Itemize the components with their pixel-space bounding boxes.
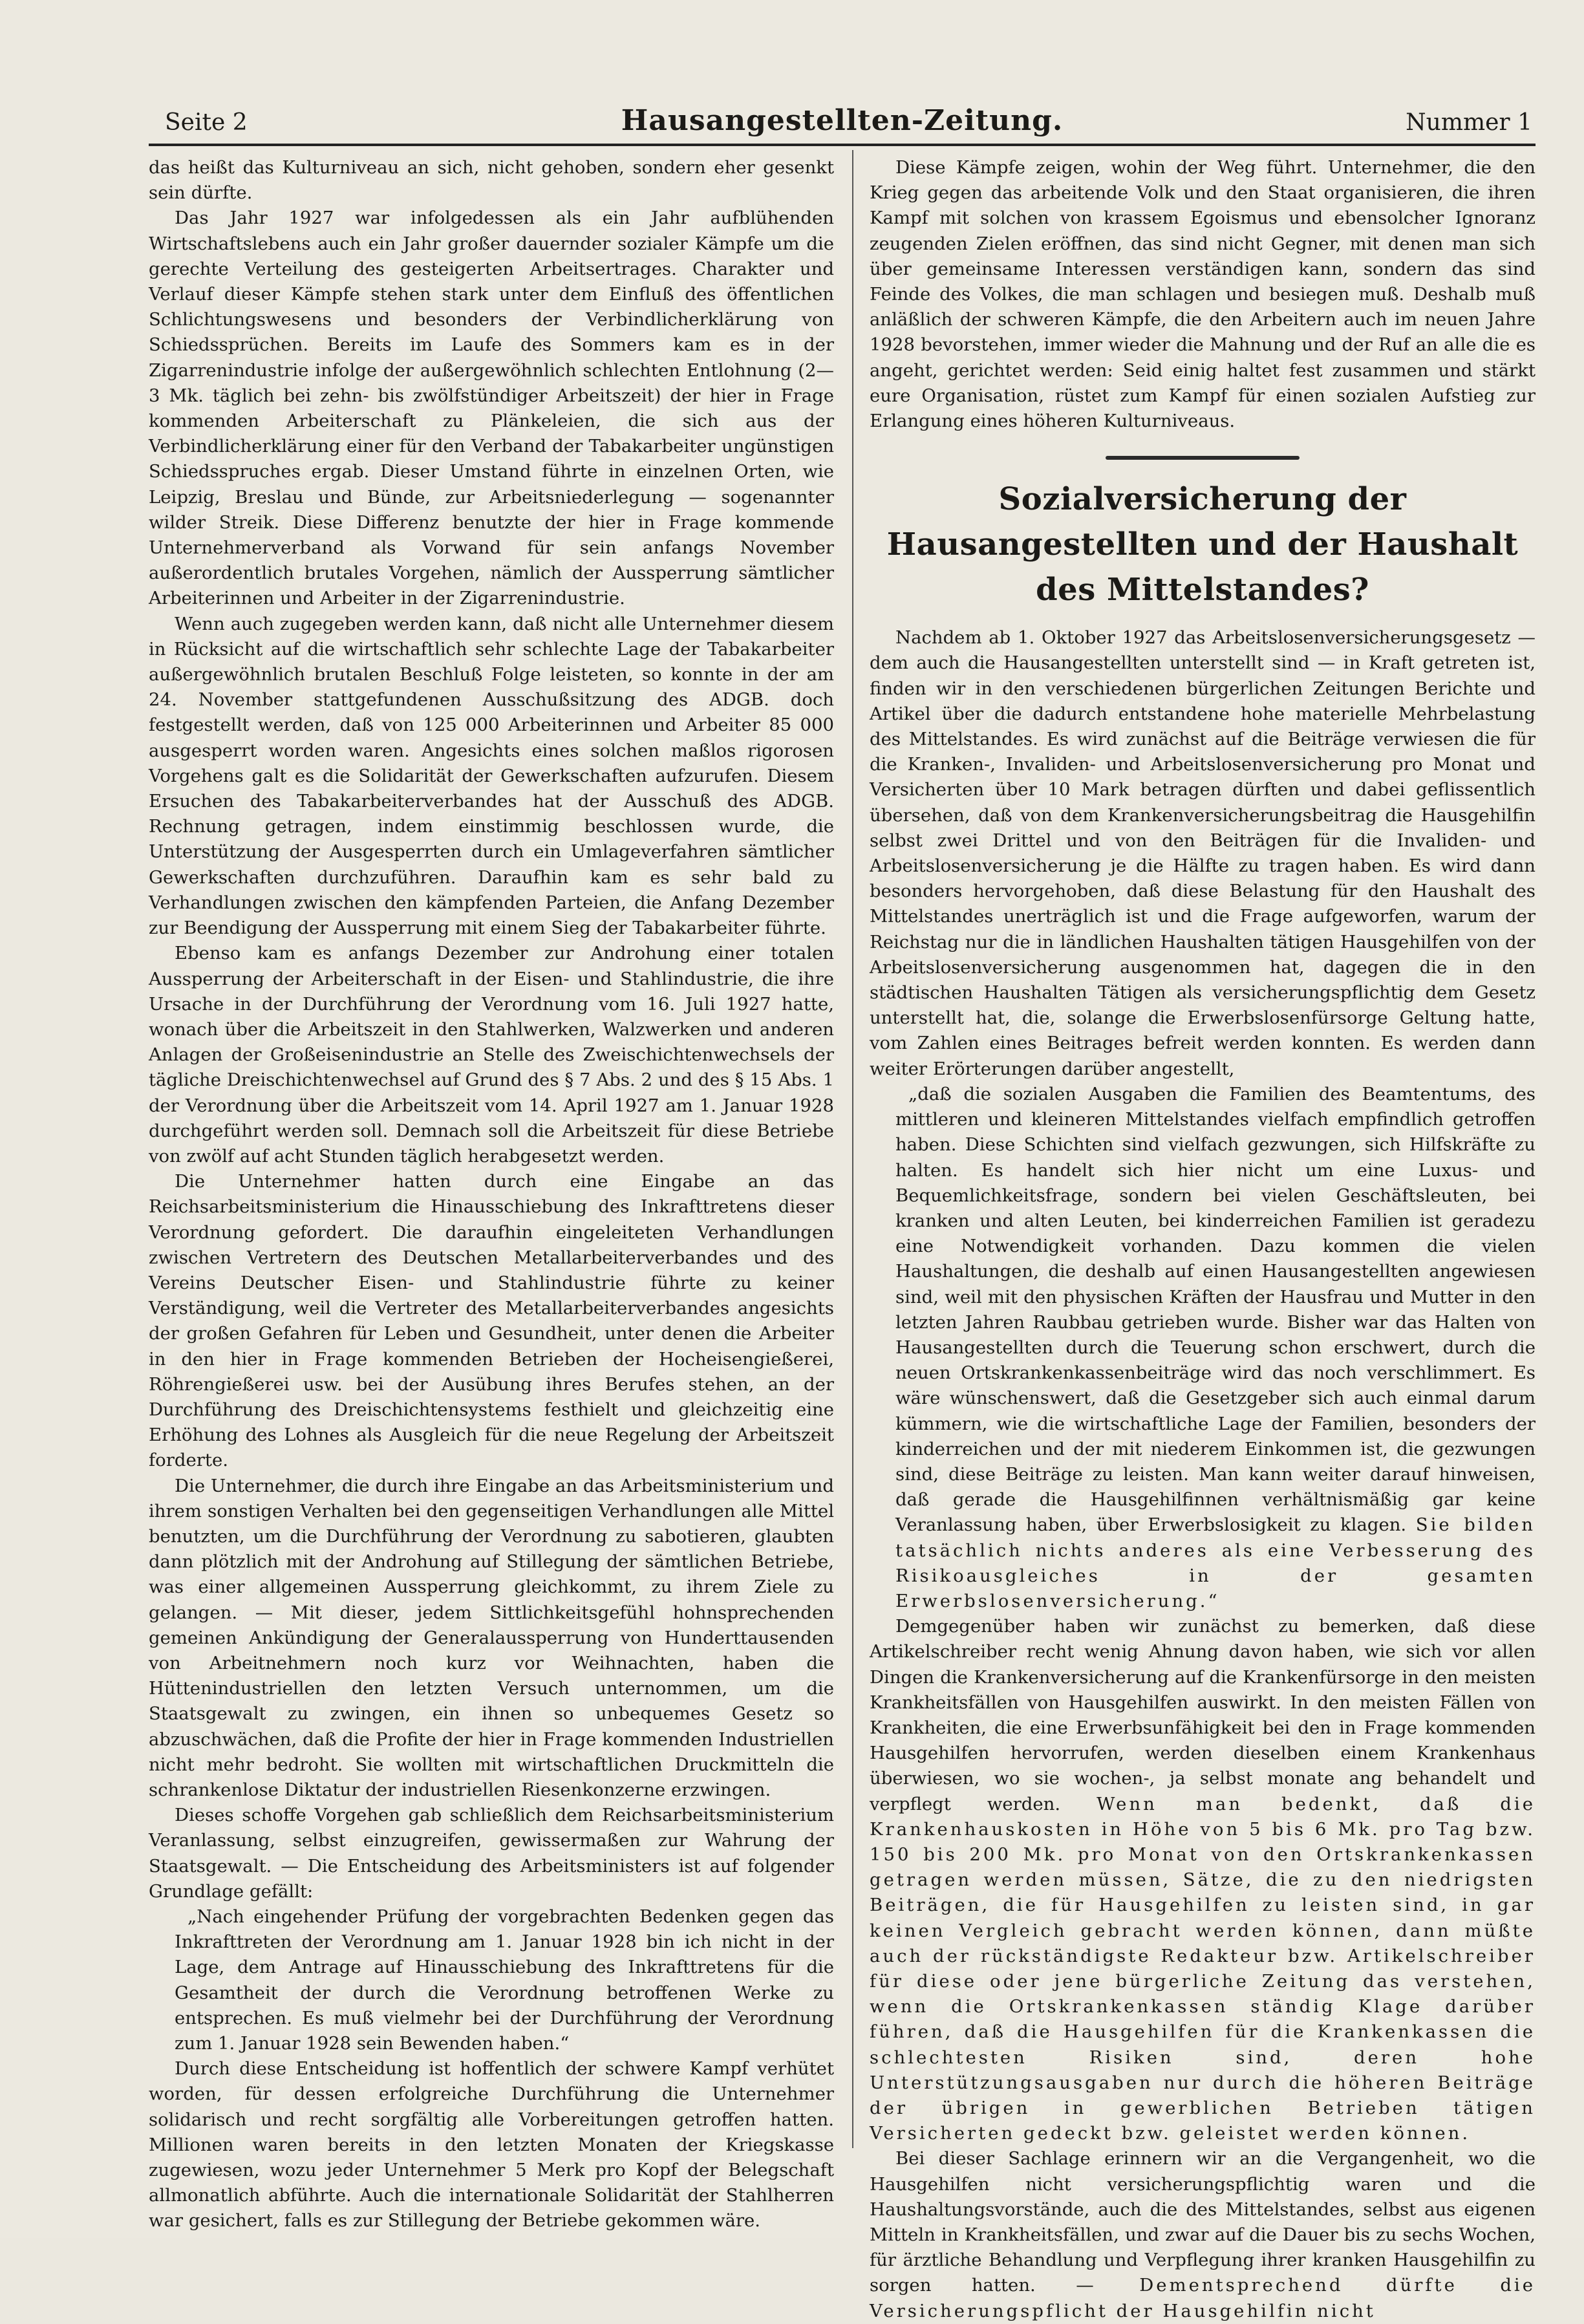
paragraph: Wenn auch zugegeben werden kann, daß nicht alle Unternehmer diesem in Rücksicht auf die wirtschaftlich sehr schlechte Lage der Tabakarbeiter außergewöhnlich brutalen Beschluß Folge leisteten, so konnte in der am 24. November stattgefundenen Ausschußsitzung des ADGB. doch festgestellt werden, daß von 125 000 Arbeiterinnen und Arbeiter 85 000 ausgesperrt worden waren. Angesichts eines solchen maßlos rigorosen Vorgehens galt es die Solidarität der Gewerkschaften aufzurufen. Diesem Ersuchen des Tabakarbeiterverbandes hat der Ausschuß des ADGB. Rechnung getragen, indem einstimmig beschlossen wurde, die Unterstützung der Ausgesperrten durch ein Umlageverfahren sämtlicher Gewerkschaften durchzuführen. Daraufhin kam es sehr bald zu Verhandlungen zwischen den kämpfenden Parteien, die Anfang Dezember zur Beendigung der Aussperrung mit einem Sieg der Tabakarbeiter führte. (149, 613, 834, 939)
newspaper-quote (895, 1082, 1536, 1614)
paragraph-text: Bei dieser Sachlage erinnern wir an die Vergangenheit, wo die Hausgehilfen nicht versicherungspflichtig waren und die Haushaltungsvorstände, auch die des Mittelstandes, selbst aus eigenen Mitteln in Krankheitsfällen, und zwar auf die Dauer bis zu sechs Wochen, für ärztliche Behandlung und Verpflegung ihrer kranken Hausgehilfin zu sorgen hatten. (870, 2148, 1536, 2296)
issue-number-label: Nummer 1 (1406, 109, 1532, 136)
right-column (870, 155, 1536, 2321)
column-divider (852, 150, 853, 2148)
paragraph (870, 1614, 1536, 2146)
paragraph-text: Demgegenüber haben wir zunächst zu bemerken, daß diese Artikelschreiber recht wenig Ahnung davon haben, wie sich vor allen Dingen die Krankenversicherung auf die Krankenfürsorge in den meisten Krankheitsfällen von Hausgehilfen auswirkt. In den meisten Fällen von Krankheiten, die eine Erwerbsunfähigkeit bei den in Frage kommenden Hausgehilfen hervorrufen, werden dieselben einem Krankenhaus überwiesen, wo sie wochen-, ja selbst monate ang behandelt und verpflegt werden. (870, 1616, 1536, 1814)
paragraph: Dieses schoffe Vorgehen gab schließlich dem Reichsarbeitsministerium Veranlassung, selbst einzugreifen, gewissermaßen zur Wahrung der Staatsgewalt. — Die Entscheidung des Arbeitsministers ist auf folgender Grundlage gefällt: (149, 1805, 834, 1902)
paragraph: das heißt das Kulturniveau an sich, nicht gehoben, sondern eher gesenkt sein dürfte. (149, 157, 834, 204)
page-header (149, 103, 1536, 146)
newspaper-title: Hausangestellten-Zeitung. (621, 104, 1064, 137)
ministry-quote: „Nach eingehender Prüfung der vorgebrachten Bedenken gegen das Inkrafttreten der Verordnung am 1. Januar 1928 bin ich nicht in der Lage, dem Antrage auf Hinausschiebung des Inkrafttretens für die Gesamtheit der durch die Verordnung betroffenen Werke zu entsprechen. Es muß vielmehr bei der Durchführung der Verordnung zum 1. Januar 1928 sein Bewenden haben.“ (175, 1906, 834, 2054)
paragraph: Diese Kämpfe zeigen, wohin der Weg führt. Unternehmer, die den Krieg gegen das arbeitende Volk und den Staat organisieren, die ihren Kampf mit solchen von krassem Egoismus und ebensolcher Ignoranz zeugenden Zielen eröffnen, das sind nicht Gegner, mit denen man sich über gemeinsame Interessen verständigen kann, sondern das sind Feinde des Volkes, die man schlagen und besiegen muß. Deshalb muß anläßlich der schweren Kämpfe, die den Arbeitern auch im neuen Jahre 1928 bevorstehen, immer wieder die Mahnung und der Ruf an alle die es angeht, gerichtet werden: Seid einig haltet fest zusammen und stärkt eure Organisation, rüstet zum Kampf für einen sozialen Aufstieg zur Erlangung eines höheren Kulturniveaus. (870, 157, 1536, 432)
quote-text-emphasized: Sie bilden tatsächlich nichts anderes als eine Verbesserung des Risikoausgleiches in der gesamten Erwerbslosenversicherung.“ (895, 1514, 1536, 1611)
left-column (149, 155, 834, 2232)
paragraph-text-emphasized: Wenn man bedenkt, daß die Krankenhauskosten in Höhe von 5 bis 6 Mk. pro Tag bzw. 150 bis 200 Mk. pro Monat von den Ortskrankenkassen getragen werden müssen, Sätze, die zu den niedrigsten Beiträgen, die für Hausgehilfen zu leisten sind, in gar keinen Vergleich gebracht werden können, dann müßte auch der rückständigste Redakteur bzw. Artikelschreiber für diese oder jene bürgerliche Zeitung das verstehen, wenn die Ortskrankenkassen ständig Klage darüber führen, daß die Hausgehilfen für die Krankenkassen die schlechtesten Risiken sind, deren hohe Unterstützungsausgaben nur durch die höheren Beiträge der übrigen in gewerblichen Betrieben tätigen Versicherten gedeckt bzw. geleistet werden können. (870, 1793, 1536, 2144)
paragraph: Das Jahr 1927 war infolgedessen als ein Jahr aufblühenden Wirtschaftslebens auch ein Jahr großer dauernder sozialer Kämpfe um die gerechte Verteilung des gesteigerten Arbeitsertrages. Charakter und Verlauf dieser Kämpfe stehen stark unter dem Einfluß des öffentlichen Schlichtungswesens und besonders der Verbindlicherklärung von Schiedssprüchen. Bereits im Laufe des Sommers kam es in der Zigarrenindustrie infolge der außergewöhnlich schlechten Entlohnung (2—3 Mk. täglich bei zehn- bis zwölfstündiger Arbeitszeit) der hier in Frage kommenden Arbeiterschaft zu Plänkeleien, die sich aus der Verbindlicherklärung einer für den Verband der Tabakarbeiter ungünstigen Schiedsspruches ergab. Dieser Umstand führte in einzelnen Orten, wie Leipzig, Breslau und Bünde, zur Arbeitsniederlegung — sogenannter wilder Streik. Diese Differenz benutzte der hier in Frage kommende Unternehmerverband als Vorwand für sein anfangs November außerordentlich brutales Vorgehen, nämlich der Aussperrung sämtlicher Arbeiterinnen und Arbeiter in der Zigarrenindustrie. (149, 208, 834, 609)
quote-text: „daß die sozialen Ausgaben die Familien des Beamtentums, des mittleren und kleineren Mittelstandes vielfach empfindlich getroffen haben. Diese Schichten sind vielfach gezwungen, sich Hilfskräfte zu halten. Es handelt sich hier nicht um eine Luxus- und Bequemlichkeitsfrage, sondern bei vielen Geschäftsleuten, bei kranken und alten Leuten, bei kinderreichen Familien ist geradezu eine Notwendigkeit vorhanden. Dazu kommen die vielen Haushaltungen, die deshalb auf einen Hausangestellten angewiesen sind, weil mit den physischen Kräften der Hausfrau und Mutter in den letzten Jahren Raubbau getrieben wurde. Bisher war das Halten von Hausangestellten durch die Teuerung schon erschwert, durch die neuen Ortskrankenkassenbeiträge wird das noch verschlimmert. Es wäre wünschenswert, daß die Gesetzgeber sich auch einmal darum kümmern, wie die wirtschaftliche Lage der Familien, besonders der kinderreichen und der mit niederem Einkommen ist, die gezwungen sind, diese Beiträge zu leisten. Man kann weiter darauf hinweisen, daß gerade die Hausgehilfinnen verhältnismäßig gar keine Veranlassung haben, über Erwerbslosigkeit zu klagen. (895, 1083, 1536, 1536)
section-divider (1106, 456, 1300, 460)
paragraph: Durch diese Entscheidung ist hoffentlich der schwere Kampf verhütet worden, für dessen erfolgreiche Durchführung die Unternehmer solidarisch und recht sorgfältig alle Vorbereitungen getroffen hatten. Millionen waren bereits in den letzten Monaten der Kriegskasse zugewiesen, wozu jeder Unternehmer 5 Merk pro Kopf der Belegschaft allmonatlich abführte. Auch die internationale Solidarität der Stahlherren war gesichert, falls es zur Stillegung der Betriebe gekommen wäre. (149, 2058, 834, 2232)
paragraph: Nachdem ab 1. Oktober 1927 das Arbeitslosenversicherungsgesetz — dem auch die Hausangestellten unterstellt sind — in Kraft getreten ist, finden wir in den verschiedenen bürgerlichen Zeitungen Berichte und Artikel über die dadurch entstandene hohe materielle Mehrbelastung des Mittelstandes. Es wird zunächst auf die Beiträge verwiesen die für die Kranken-, Invaliden- und Arbeitslosenversicherung pro Monat und Versicherten über 10 Mark betragen dürften und dabei geflissentlich übersehen, daß von dem Krankenversicherungsbeitrag die Hausgehilfin selbst zwei Drittel und von den Beiträgen für die Invaliden- und Arbeitslosenversicherung je die Hälfte zu tragen haben. Es wird dann besonders hervorgehoben, daß diese Belastung für den Haushalt des Mittelstandes unerträglich ist und die Frage aufgeworfen, warum der Reichstag nur die in ländlichen Haushalten tätigen Hausgehilfen von der Arbeitslosenversicherung ausgenommen hat, dagegen die in den städtischen Haushalten Tätigen als versicherungspflichtig dem Gesetz unterstellt hat, die, solange die Erwerbslosenfürsorge Geltung hatte, vom Zahlen eines Beitrages befreit werden konnten. Es werden dann weiter Erörterungen darüber angestellt, (870, 627, 1536, 1079)
page-number-label: Seite 2 (165, 109, 248, 136)
paragraph: Die Unternehmer hatten durch eine Eingabe an das Reichsarbeitsministerium die Hinausschiebung des Inkrafttretens dieser Verordnung gefordert. Die daraufhin eingeleiteten Verhandlungen zwischen Vertretern des Deutschen Metallarbeiterverbandes und des Vereins Deutscher Eisen- und Stahlindustrie führte zu keiner Verständigung, weil die Vertreter des Metallarbeiterverbandes angesichts der großen Gefahren für Leben und Gesundheit, unter denen die Arbeiter in den hier in Frage kommenden Betrieben der Hocheisengießerei, Röhrengießerei usw. bei der Ausübung ihres Berufes stehen, an der Durchführung des Dreischichtensystems festhielt und gleichzeitig eine Erhöhung des Lohnes als Ausgleich für die neue Regelung der Arbeitszeit forderte. (149, 1171, 834, 1471)
paragraph: Ebenso kam es anfangs Dezember zur Androhung einer totalen Aussperrung der Arbeiterschaft in der Eisen- und Stahlindustrie, die ihre Ursache in der Durchführung der Verordnung vom 16. Juli 1927 hatte, wonach über die Arbeitszeit in den Stahlwerken, Walzwerken und anderen Anlagen der Großeisenindustrie an Stelle des Zweischichtenwechsels der tägliche Dreischichtenwechsel auf Grund des § 7 Abs. 2 und des § 15 Abs. 1 der Verordnung über die Arbeitszeit vom 14. April 1927 am 1. Januar 1928 durchgeführt werden soll. Demnach soll die Arbeitszeit für diese Betriebe von zwölf auf acht Stunden täglich herabgesetzt werden. (149, 943, 834, 1167)
paragraph: Die Unternehmer, die durch ihre Eingabe an das Arbeitsministerium und ihrem sonstigen Verhalten bei den gegenseitigen Verhandlungen alle Mittel benutzten, um die Durchführung der Verordnung zu sabotieren, glaubten dann plötzlich mit der Androhung auf Stillegung der sämtlichen Betriebe, was einer allgemeinen Aussperrung gleichkommt, zu ihrem Ziele zu gelangen. — Mit dieser, jedem Sittlichkeitsgefühl hohnsprechenden gemeinen Ankündigung der Generalaussperrung von Hunderttausenden von Arbeitnehmern noch kurz vor Weihnachten, haben die Hüttenindustriellen den letzten Versuch unternommen, um die Staatsgewalt zu zwingen, ein ihnen so unbequemes Gesetz so abzuschwächen, daß die Profite der hier in Frage kommenden Industriellen nicht mehr bedroht. Sie wollten mit wirtschaftlichen Druckmitteln die schrankenlose Diktatur der industriellen Riesenkonzerne erzwingen. (149, 1475, 834, 1800)
paragraph-text-emphasized: — Dementsprechend dürfte die Versicherungspflicht der Hausgehilfin nicht (870, 2275, 1536, 2321)
paragraph (870, 2146, 1536, 2323)
article-headline: Sozialversicherung der Hausangestellten und der Haushalt des Mittelstandes? (886, 481, 1519, 608)
